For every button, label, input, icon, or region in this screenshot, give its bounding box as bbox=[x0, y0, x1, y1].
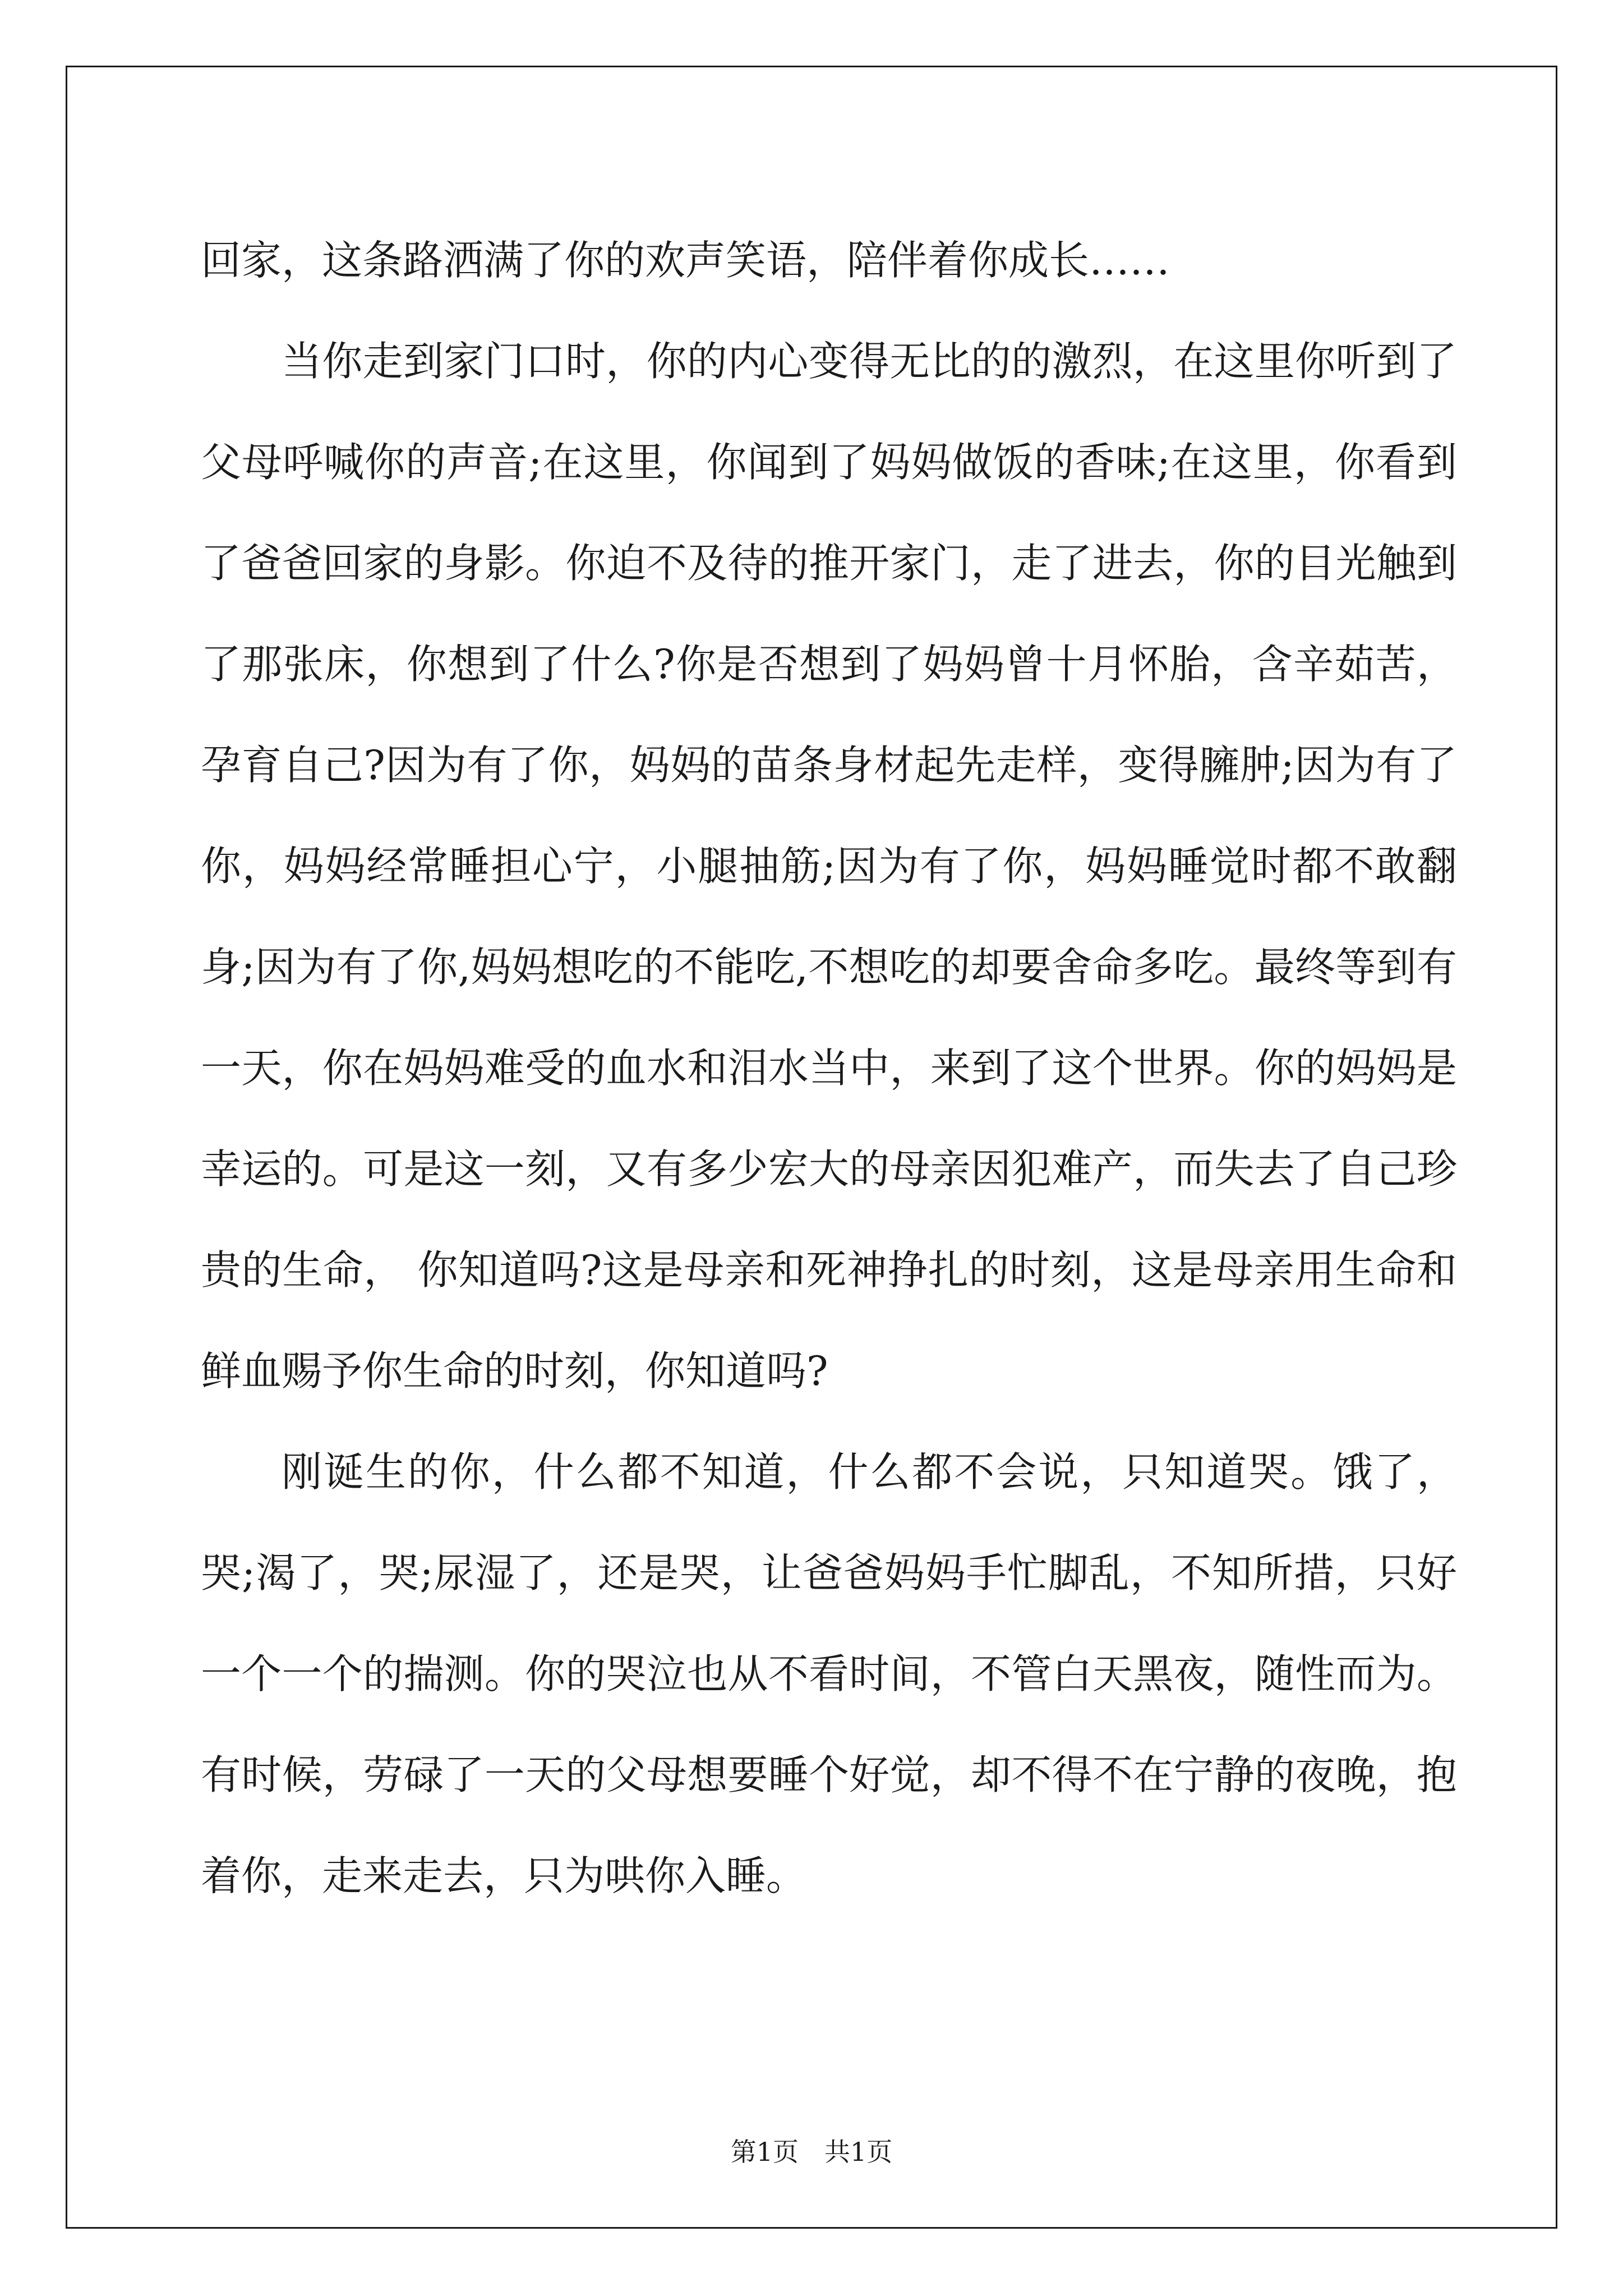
document-body bbox=[201, 210, 1457, 1926]
paragraph-2: 当你走到家门口时，你的内心变得无比的的激烈，在这里你听到了父母呼喊你的声音;在这里，你闻到了妈妈做饭的香味;在这里，你看到了爸爸回家的身影。你迫不及待的推开家门，走了进去，你的目光触到了那张床，你想到了什么?你是否想到了妈妈曾十月怀胎，含辛茹苦，孕育自己?因为有了你，妈妈的苗条身材起先走样，变得臃肿;因为有了你，妈妈经常睡担心宁，小腿抽筋;因为有了你，妈妈睡觉时都不敢翻身;因为有了你,妈妈想吃的不能吃,不想吃的却要舍命多吃。最终等到有一天，你在妈妈难受的血水和泪水当中，来到了这个世界。你的妈妈是幸运的。可是这一刻，又有多少宏大的母亲因犯难产，而失去了自己珍贵的生命， 你知道吗?这是母亲和死神挣扎的时刻，这是母亲用生命和鲜血赐予你生命的时刻，你知道吗? bbox=[201, 338, 1457, 1395]
paragraph-1: 回家，这条路洒满了你的欢声笑语，陪伴着你成长…… bbox=[201, 237, 1170, 284]
paragraph-3: 刚诞生的你，什么都不知道，什么都不会说，只知道哭。饿了，哭;渴了，哭;尿湿了，还是哭，让爸爸妈妈手忙脚乱，不知所措，只好一个一个的揣测。你的哭泣也从不看时间，不管白天黑夜，随性而为。有时候，劳碌了一天的父母想要睡个好觉，却不得不在宁静的夜晚，抱着你，走来走去，只为哄你入睡。 bbox=[201, 1448, 1457, 1899]
page-footer: 第1页 共1页 bbox=[730, 2137, 893, 2167]
